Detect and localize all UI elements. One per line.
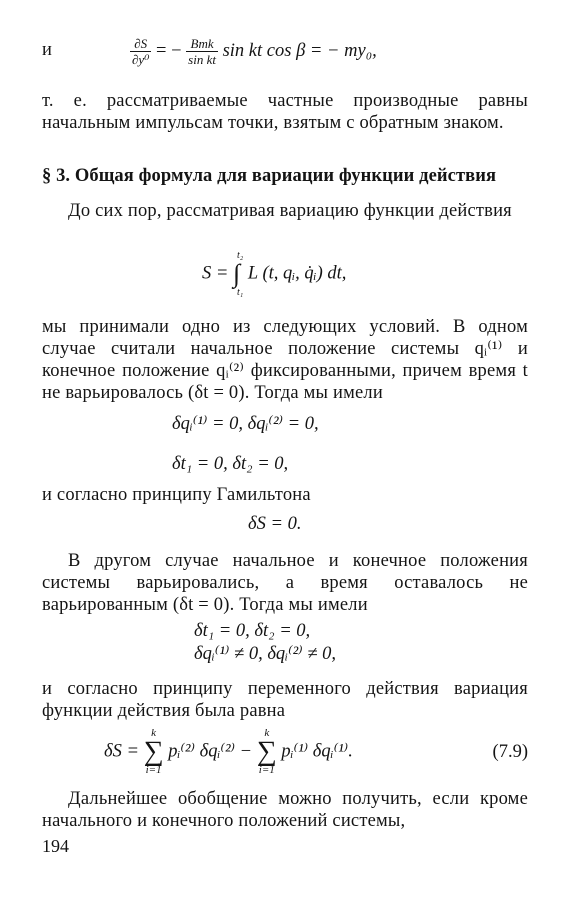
summation-sign: k ∑ i=1 xyxy=(143,727,164,776)
paragraph-variable: В другом случае начальное и конечное положения системы варьировались, а время оставалось не варьированным (δt = 0). Тогда мы имели xyxy=(42,551,528,615)
paragraph-hamilton: и согласно принципу Гамильтона xyxy=(42,485,311,505)
action-variation-equation: δS = k ∑ i=1 pᵢ⁽²⁾ δqᵢ⁽²⁾ − k ∑ i=1 pᵢ⁽¹⁾ δqᵢ⁽¹⁾. xyxy=(104,727,353,776)
action-integral-equation: S = t₂ ∫ t₁ L (t, qᵢ, q̇ᵢ) dt, xyxy=(202,250,347,298)
integral-sign: t₂ ∫ t₁ xyxy=(232,250,244,298)
momentum-equation: $\frac{\partial S}{\text{∂y⁰}}$ = − $\frac{\text{Bmk}}{\text{sin kt}}$ sin kt cos β = − my₀, xyxy=(132,36,377,67)
hamilton-principle-equation: δS = 0. xyxy=(248,514,302,534)
paragraph-generalization: Дальнейшее обобщение можно получить, если кроме начального и конечного положений системы, xyxy=(42,789,528,831)
paragraph-momentum: т. е. рассматриваемые частные производные равны начальным импульсам точки, взятым с обратным знаком. xyxy=(42,91,528,133)
paragraph-variable-action: и согласно принципу переменного действия вариация функции действия была равна xyxy=(42,679,528,721)
book-page xyxy=(42,0,528,900)
summation-sign: k ∑ i=1 xyxy=(256,727,277,776)
partial-fraction: $\frac{\partial S}{\text{∂y⁰}}$ xyxy=(132,36,150,67)
fixed-positions-equation: δqᵢ⁽¹⁾ = 0, δqᵢ⁽²⁾ = 0, xyxy=(172,414,319,434)
paragraph-conditions: мы принимали одно из следующих условий. В одном случае считали начальное положение системы qᵢ⁽¹⁾ и конечное положение qᵢ⁽²⁾ фиксированными, причем время t не варьировалось (δt = 0). Тогда мы имели xyxy=(42,317,528,403)
section-heading: § 3. Общая формула для вариации функции действия xyxy=(42,166,497,186)
conjunction-text: и xyxy=(42,40,52,60)
coefficient-fraction: $\frac{\text{Bmk}}{\text{sin kt}}$ xyxy=(188,36,216,67)
fixed-time-equation: δt₁ = 0, δt₂ = 0, xyxy=(172,454,289,474)
varied-time-equation: δt₁ = 0, δt₂ = 0, xyxy=(194,621,311,641)
equation-number: (7.9) xyxy=(492,742,528,762)
paragraph-intro: До сих пор, рассматривая вариацию функции действия xyxy=(68,201,512,221)
page-number: 194 xyxy=(42,836,69,856)
varied-positions-equation: δqᵢ⁽¹⁾ ≠ 0, δqᵢ⁽²⁾ ≠ 0, xyxy=(194,644,337,664)
